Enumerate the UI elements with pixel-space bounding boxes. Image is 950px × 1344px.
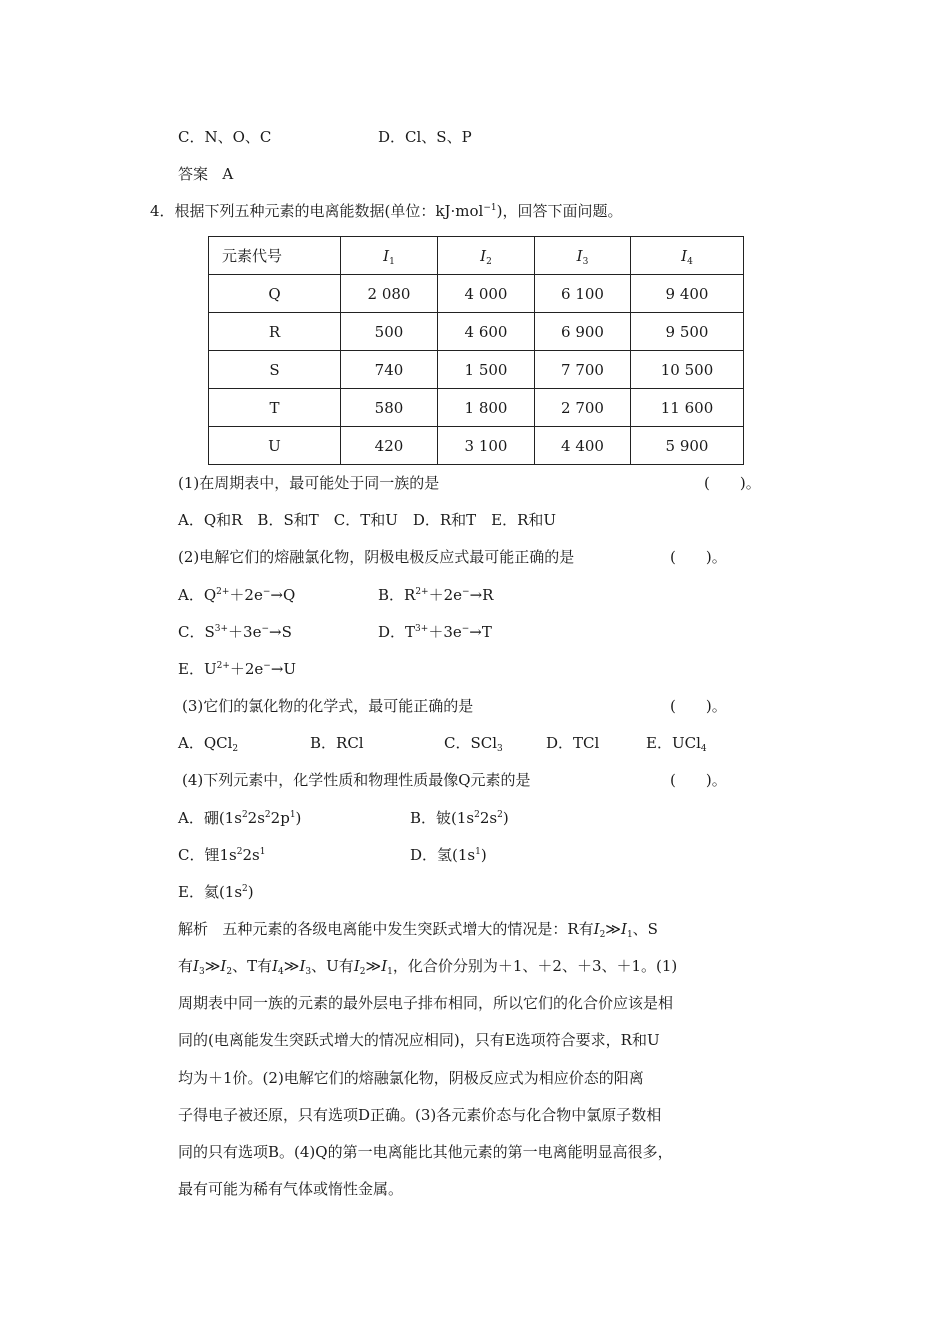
sub2-option-b: B．$R^{2+}+2e^-\to R$ xyxy=(378,586,494,604)
sub3-option-c: C．SCl$_3$ xyxy=(444,734,503,754)
q4-number: 4． xyxy=(150,202,175,220)
sub1-options: A．Q和R B．S和T C．T和U D．R和T E．R和U xyxy=(178,511,557,529)
q4-stem-text: 根据下列五种元素的电离能数据(单位：kJ·mol xyxy=(174,202,484,220)
cell-value: 10 500 xyxy=(631,351,744,389)
sub3-option-e: E．UCl$_4$ xyxy=(646,734,707,754)
sub2-answer-blank: ( )。 xyxy=(670,548,727,566)
cell-value: 2 700 xyxy=(535,389,631,427)
table-row xyxy=(209,313,744,351)
sub4-option-b: B．铍$(1s^22s^2)$ xyxy=(410,809,509,827)
cell-value: 420 xyxy=(341,427,438,465)
sub2-option-e: E．$U^{2+}+2e^-\to U$ xyxy=(178,660,297,678)
analysis-label: 解析 xyxy=(178,920,209,938)
table-header-row xyxy=(209,237,744,275)
cell-value: 5 900 xyxy=(631,427,744,465)
analysis-line-8: 最有可能为稀有气体或惰性金属。 xyxy=(178,1180,404,1198)
ionization-energy-table xyxy=(208,236,744,465)
sub2-option-c: C．$S^{3+}+3e^-\to S$ xyxy=(178,623,292,641)
cell-value: 3 100 xyxy=(438,427,535,465)
analysis-line-6: 子得电子被还原，只有选项D正确。(3)各元素价态与化合物中氯原子数相 xyxy=(178,1106,662,1124)
cell-value: 740 xyxy=(341,351,438,389)
sub4-question: (4)下列元素中，化学性质和物理性质最像Q元素的是 xyxy=(182,771,531,789)
sub1-question: (1)在周期表中，最可能处于同一族的是 xyxy=(178,474,440,492)
table-row xyxy=(209,389,744,427)
cell-value: 9 400 xyxy=(631,275,744,313)
q3-answer xyxy=(178,164,233,184)
sub4-answer-blank: ( )。 xyxy=(670,771,727,789)
table-row xyxy=(209,275,744,313)
q4-stem xyxy=(150,201,622,221)
sub3-question: (3)它们的氯化物的化学式，最可能正确的是 xyxy=(182,697,474,715)
sub2-option-d: D．$T^{3+}+3e^-\to T$ xyxy=(378,623,492,641)
cell-value: 7 700 xyxy=(535,351,631,389)
sub3-option-b: B．RCl xyxy=(310,734,364,752)
cell-value: 4 000 xyxy=(438,275,535,313)
cell-value: 1 500 xyxy=(438,351,535,389)
q3-option-d: D．Cl、S、P xyxy=(378,128,472,146)
cell-value: 6 900 xyxy=(535,313,631,351)
analysis-line-1: 解析 五种元素的各级电离能中发生突跃式增大的情况是：R有$I_2≫I_1$、S xyxy=(178,920,658,940)
table-row xyxy=(209,351,744,389)
header-element-code: 元素代号 xyxy=(209,237,341,275)
unit-exponent: −1 xyxy=(483,203,497,213)
answer-value: A xyxy=(222,165,234,183)
answer-label: 答案 xyxy=(178,165,209,183)
sub4-option-e: E．氦$(1s^2)$ xyxy=(178,883,254,901)
header-i2: $I_2$ xyxy=(438,237,535,275)
q4-stem-end: )，回答下面问题。 xyxy=(496,202,623,220)
sub2-question: (2)电解它们的熔融氯化物，阴极电极反应式最可能正确的是 xyxy=(178,548,575,566)
header-i3: $I_3$ xyxy=(535,237,631,275)
sub1-answer-blank: ( )。 xyxy=(704,474,761,492)
header-i4: $I_4$ xyxy=(631,237,744,275)
cell-value: 11 600 xyxy=(631,389,744,427)
sub3-answer-blank: ( )。 xyxy=(670,697,727,715)
cell-value: 4 400 xyxy=(535,427,631,465)
cell-code: U xyxy=(209,427,341,465)
cell-value: 9 500 xyxy=(631,313,744,351)
cell-value: 500 xyxy=(341,313,438,351)
sub4-option-a: A．硼$(1s^22s^22p^1)$ xyxy=(178,809,302,827)
sub3-option-a: A．QCl$_2$ xyxy=(178,734,239,754)
q3-option-c: C．N、O、C xyxy=(178,128,272,146)
analysis-line-3: 周期表中同一族的元素的最外层电子排布相同，所以它们的化合价应该是相 xyxy=(178,994,674,1012)
sub4-option-c: C．锂$1s^22s^1$ xyxy=(178,846,266,864)
cell-code: S xyxy=(209,351,341,389)
table-row xyxy=(209,427,744,465)
sub2-option-a: A．$Q^{2+}+2e^-\to Q$ xyxy=(178,586,296,604)
analysis-line-5: 均为＋1价。(2)电解它们的熔融氯化物，阴极反应式为相应价态的阳离 xyxy=(178,1069,644,1087)
cell-value: 6 100 xyxy=(535,275,631,313)
cell-value: 4 600 xyxy=(438,313,535,351)
sub3-option-d: D．TCl xyxy=(546,734,600,752)
cell-code: T xyxy=(209,389,341,427)
sub4-option-d: D．氢$(1s^1)$ xyxy=(410,846,487,864)
cell-code: R xyxy=(209,313,341,351)
cell-value: 2 080 xyxy=(341,275,438,313)
cell-code: Q xyxy=(209,275,341,313)
cell-value: 580 xyxy=(341,389,438,427)
analysis-line-2: 有$I_3≫I_2$、T有$I_4≫I_3$、U有$I_2≫I_1$，化合价分别为＋1、＋2、＋3、＋1。(1) xyxy=(178,957,678,977)
analysis-line-7: 同的只有选项B。(4)Q的第一电离能比其他元素的第一电离能明显高很多， xyxy=(178,1143,673,1161)
header-i1: $I_1$ xyxy=(341,237,438,275)
cell-value: 1 800 xyxy=(438,389,535,427)
analysis-line-4: 同的(电离能发生突跃式增大的情况应相同)，只有E选项符合要求，R和U xyxy=(178,1031,660,1049)
